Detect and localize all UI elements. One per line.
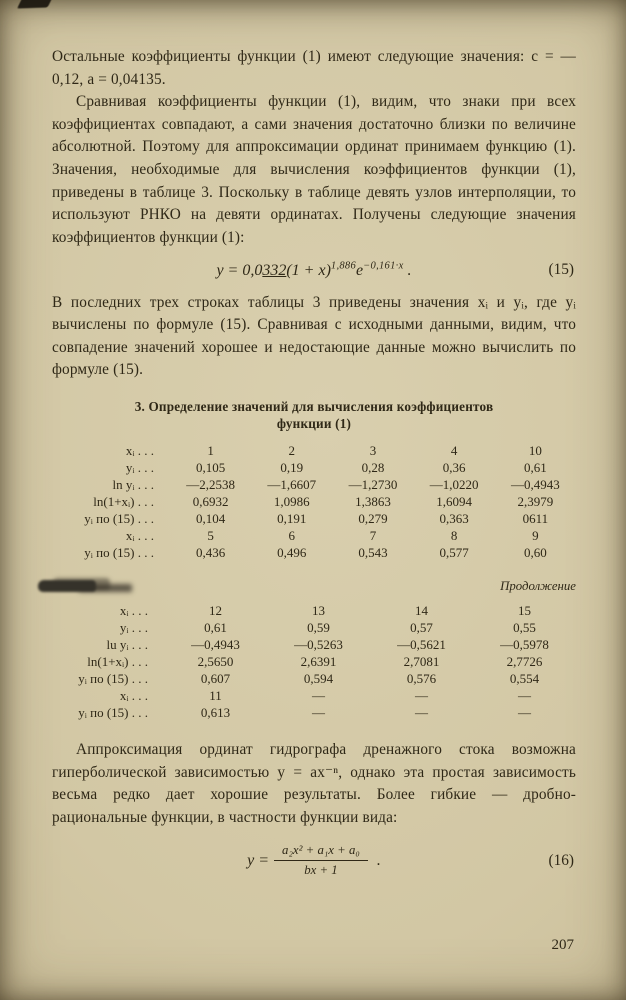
table-cell: —0,4943 (511, 477, 560, 493)
table-cell: —1,6607 (267, 477, 317, 493)
table-cell: 0,105 (195, 460, 226, 476)
ink-smudge-artifact (38, 580, 96, 592)
row-label: ln(1+xᵢ) . . . (93, 494, 154, 510)
table-cell: 0,554 (509, 671, 540, 687)
table-row (52, 459, 576, 476)
table-cell: 0,496 (277, 545, 307, 561)
paragraph-table-note: В последних трех строках таблицы 3 приведены значения xᵢ и yᵢ, где yᵢ вычислены по формуле (15). Сравнивая с исходными данными, видим, что совпадение значений хорошее и недостающие данные можно вычислить по формуле (15). (52, 293, 576, 379)
row-label: yᵢ . . . (125, 460, 154, 476)
table-cell: 0,543 (358, 545, 388, 561)
table-row (52, 476, 576, 493)
formula-term: . (372, 851, 381, 869)
row-label: lu yᵢ . . . (106, 637, 148, 653)
table-cell: —0,5263 (294, 637, 343, 653)
table-caption (52, 398, 576, 432)
row-label: ln yᵢ . . . (112, 477, 154, 493)
table-cell: 0,60 (524, 545, 547, 561)
table-cell: 12 (209, 603, 222, 619)
continuation-row (52, 579, 576, 594)
table-cell: 1,0986 (273, 494, 310, 510)
table-cell: 11 (209, 688, 222, 704)
table-3-part-2 (52, 602, 576, 721)
table-cell: 0,19 (280, 460, 304, 476)
table-row (52, 544, 576, 561)
table-cell: —1,0220 (429, 477, 479, 493)
table-cell: 0,36 (442, 460, 466, 476)
fraction (274, 843, 368, 878)
row-label: yᵢ по (15) . . . (84, 511, 154, 527)
formula-exponent: −0,161·x (363, 260, 404, 272)
formula-exponent: 1,886 (330, 260, 357, 272)
equation-number-16: (16) (548, 851, 574, 869)
formula-16 (52, 843, 576, 878)
table-caption-line2: функции (1) (276, 416, 352, 432)
table-cell: 1,3863 (355, 494, 391, 510)
table-cell: 0,363 (439, 511, 469, 527)
formula-term: e (356, 261, 364, 279)
table-cell: 0,436 (195, 545, 226, 561)
fraction-denominator: bx + 1 (304, 863, 338, 878)
table-cell: 2,7081 (403, 654, 440, 670)
table-cell: — (518, 705, 531, 721)
table-cell: 15 (518, 603, 531, 619)
table-cell: —0,5978 (500, 637, 549, 653)
table-cell: —0,5621 (397, 637, 446, 653)
table-cell: 1 (207, 443, 214, 459)
row-label: yᵢ по (15) . . . (78, 705, 148, 721)
table-cell: 0,6932 (192, 494, 229, 510)
table-cell: — (312, 688, 325, 704)
table-cell: 5 (207, 528, 214, 544)
table-cell: 10 (528, 443, 542, 459)
row-label: xᵢ . . . (119, 688, 148, 704)
row-label: xᵢ . . . (125, 443, 154, 459)
table-cell: —2,2538 (186, 477, 235, 493)
table-cell: — (415, 705, 428, 721)
formula-term-underlined: 332 (262, 261, 287, 279)
table-row (52, 510, 576, 527)
table-cell: 0,191 (277, 511, 307, 527)
row-label: yᵢ . . . (119, 620, 148, 636)
table-cell: 2,5650 (197, 654, 234, 670)
table-cell: 0,28 (361, 460, 385, 476)
table-row (52, 619, 576, 636)
table-cell: 2 (288, 443, 296, 459)
formula-16-expression (247, 843, 381, 878)
table-cell: —0,4943 (191, 637, 240, 653)
table-cell: 0,613 (200, 705, 231, 721)
table-cell: 13 (312, 603, 325, 619)
formula-term: y = (247, 851, 270, 869)
table-cell: 0,594 (303, 671, 334, 687)
table-caption-line1: 3. Определение значений для вычисления коэффициентов (134, 399, 494, 415)
table-cell: 7 (369, 528, 377, 544)
table-cell: 6 (288, 528, 296, 544)
table-cell: — (415, 688, 428, 704)
table-cell: 0,279 (358, 511, 388, 527)
row-label: xᵢ . . . (125, 528, 154, 544)
table-row (52, 442, 576, 459)
page-number: 207 (551, 937, 574, 953)
table-cell: 0,577 (439, 545, 469, 561)
table-row (52, 653, 576, 670)
table-3-part-1 (52, 442, 576, 561)
table-cell: 8 (450, 528, 458, 544)
table-cell: 14 (415, 603, 428, 619)
formula-term: y = 0,0 (216, 261, 263, 279)
table-cell: 0,607 (200, 671, 231, 687)
table-row (52, 670, 576, 687)
formula-15 (52, 260, 576, 279)
formula-15-expression (216, 262, 411, 279)
table-row (52, 527, 576, 544)
table-cell: 3 (369, 443, 377, 459)
table-cell: 0,59 (307, 620, 330, 636)
table-cell: 0,576 (406, 671, 437, 687)
table-cell: 2,7726 (506, 654, 543, 670)
table-cell: — (312, 705, 325, 721)
table-cell: 0,104 (195, 511, 226, 527)
table-row (52, 636, 576, 653)
table-cell: 0611 (522, 511, 549, 527)
row-label: yᵢ по (15) . . . (84, 545, 154, 561)
fraction-numerator: a₂x² + a₁x + a₀ (274, 843, 368, 861)
paragraph-coefficient-values: Остальные коэффициенты функции (1) имеют следующие значения: c = —0,12, a = 0,04135. (52, 48, 576, 88)
table-row (52, 704, 576, 721)
row-label: ln(1+xᵢ) . . . (87, 654, 148, 670)
continuation-label: Продолжение (500, 579, 576, 594)
table-cell: 9 (532, 528, 539, 544)
paragraph-approximation: Аппроксимация ординат гидрографа дренажного стока возможна гиперболической зависимостью y = ax⁻ⁿ, однако эта простая зависимость весьма редко дает хорошие результаты. Более гибкие — дробно-рациональные функции, в частности функции вида: (52, 741, 576, 826)
table-cell: 1,6094 (436, 494, 473, 510)
row-label: yᵢ по (15) . . . (78, 671, 148, 687)
table-cell: 2,6391 (300, 654, 337, 670)
equation-number-15: (15) (548, 261, 574, 278)
formula-term: (1 + x) (286, 261, 331, 279)
table-cell: 0,57 (410, 620, 433, 636)
table-row (52, 687, 576, 704)
paragraph-comparison: Сравнивая коэффициенты функции (1), видим, что знаки при всех коэффициентах совпадают, а сами значения достаточно близки по величине абсолютной. Поэтому для аппроксимации ординат принимаем функцию (1). Значения, необходимые для вычисления коэффициентов функции (1), приведены в таблице 3. Поскольку в таблице девять узлов интерполяции, то используют РНКО на девяти ординатах. Получены следующие значения коэффициентов функции (1): (52, 93, 576, 246)
row-label: xᵢ . . . (119, 603, 148, 619)
table-row (52, 602, 576, 619)
table-cell: 2,3979 (517, 494, 554, 510)
table-row (52, 493, 576, 510)
table-cell: — (518, 688, 531, 704)
table-cell: —1,2730 (348, 477, 398, 493)
formula-term: . (403, 261, 412, 279)
table-cell: 0,61 (524, 460, 547, 476)
table-cell: 0,55 (513, 620, 536, 636)
table-cell: 4 (450, 443, 458, 459)
table-cell: 0,61 (204, 620, 227, 636)
